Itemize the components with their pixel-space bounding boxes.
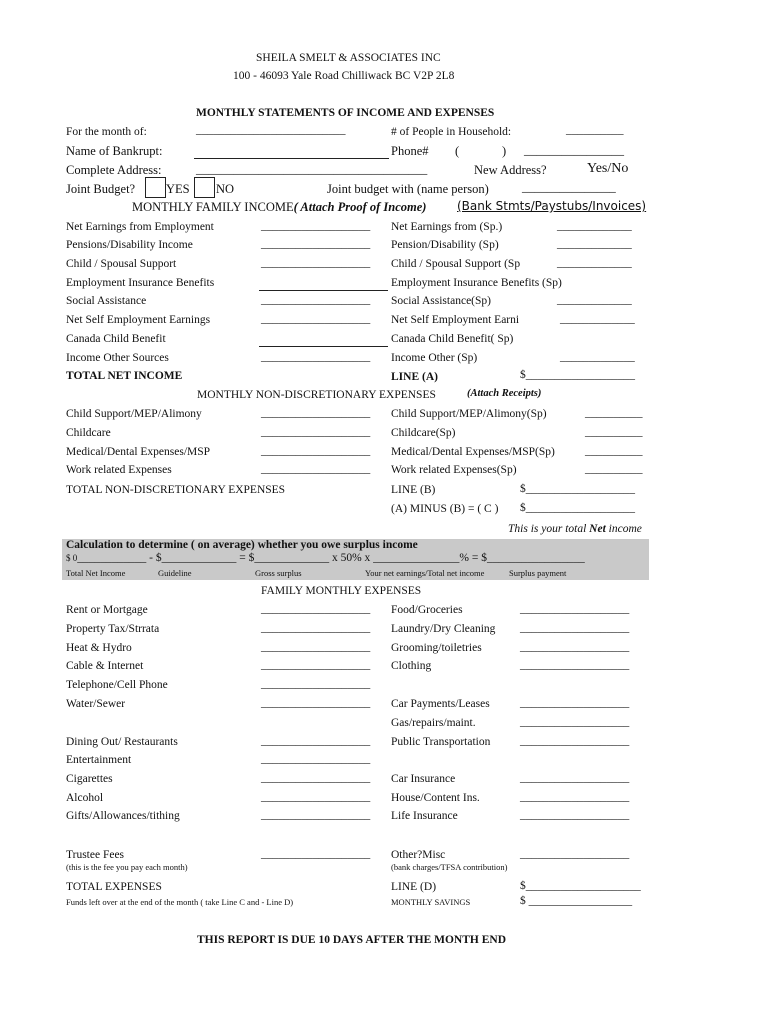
expense-left-field[interactable]: ___________________ xyxy=(261,697,371,709)
income-right-label: Pension/Disability (Sp) xyxy=(391,239,499,251)
bankrupt-label: Name of Bankrupt: xyxy=(66,144,163,158)
surplus-formula[interactable] xyxy=(66,553,585,565)
expense-right-label: Food/Groceries xyxy=(391,604,463,616)
income-right-label: Employment Insurance Benefits (Sp) xyxy=(391,277,562,289)
income-left-field[interactable]: ___________________ xyxy=(261,294,371,306)
nondisc-right-label: Child Support/MEP/Alimony(Sp) xyxy=(391,408,547,420)
income-left-label: Social Assistance xyxy=(66,295,147,307)
nondisc-left-label: Childcare xyxy=(66,427,111,439)
expense-left-field[interactable]: ___________________ xyxy=(261,659,371,671)
surplus-formula-blanks: ____________ - $_____________ = $_____________ x 50% x _______________% = $_________________ xyxy=(77,552,585,564)
expense-right-label: Life Insurance xyxy=(391,810,458,822)
joint-yes-checkbox[interactable] xyxy=(145,177,166,198)
income-left-field[interactable]: ___________________ xyxy=(261,257,371,269)
net-note-pre: This is your total xyxy=(508,523,587,535)
income-right-label: Income Other (Sp) xyxy=(391,352,478,364)
line-d-field[interactable]: $____________________ xyxy=(520,880,641,892)
surplus-label-guideline: Guideline xyxy=(158,568,192,578)
trustee-fees-field[interactable]: ___________________ xyxy=(261,848,371,860)
income-left-field[interactable]: ___________________ xyxy=(261,313,371,325)
expense-left-label: Dining Out/ Restaurants xyxy=(66,736,178,748)
month-label: For the month of: xyxy=(66,126,147,138)
expense-right-label: Car Payments/Leases xyxy=(391,698,490,710)
expense-left-field[interactable]: ___________________ xyxy=(261,603,371,615)
monthly-savings-field[interactable]: $ __________________ xyxy=(520,895,633,907)
income-heading-text: MONTHLY FAMILY INCOME xyxy=(132,200,294,214)
income-left-label: Child / Spousal Support xyxy=(66,258,177,270)
new-address-label: New Address? xyxy=(474,163,547,177)
expense-right-field[interactable]: ___________________ xyxy=(520,716,630,728)
yes-no-label: Yes/No xyxy=(587,161,629,176)
income-right-field[interactable]: _____________ xyxy=(557,294,632,306)
income-right-field[interactable]: _____________ xyxy=(560,351,635,363)
expenses-heading: FAMILY MONTHLY EXPENSES xyxy=(261,585,422,597)
expense-left-label: Property Tax/Strrata xyxy=(66,623,160,635)
income-heading-note: ( Attach Proof of Income) xyxy=(293,200,427,214)
address-field[interactable]: _____________________________________ xyxy=(196,162,428,176)
income-left-label: Canada Child Benefit xyxy=(66,333,166,345)
surplus-label-ratio: Your net earnings/Total net income xyxy=(365,568,485,578)
nondisc-left-field[interactable]: ___________________ xyxy=(261,426,371,438)
phone-paren-close: ) xyxy=(502,144,507,158)
expense-left-label: Alcohol xyxy=(66,792,104,804)
expense-right-field[interactable]: ___________________ xyxy=(520,603,630,615)
surplus-label-payment: Surplus payment xyxy=(509,568,567,578)
people-label: # of People in Household: xyxy=(391,126,512,138)
nondisc-right-field[interactable]: __________ xyxy=(585,426,643,438)
page-title: MONTHLY STATEMENTS OF INCOME AND EXPENSES xyxy=(196,107,495,119)
line-b-field[interactable]: $___________________ xyxy=(520,483,635,495)
joint-no-checkbox[interactable] xyxy=(194,177,215,198)
expense-right-label: House/Content Ins. xyxy=(391,792,480,804)
income-right-field[interactable]: _____________ xyxy=(557,220,632,232)
expense-left-label: Entertainment xyxy=(66,754,132,766)
income-right-field[interactable]: _____________ xyxy=(557,238,632,250)
income-right-field[interactable]: _____________ xyxy=(557,257,632,269)
company-name: SHEILA SMELT & ASSOCIATES INC xyxy=(256,52,441,64)
nondisc-left-label: Child Support/MEP/Alimony xyxy=(66,408,202,420)
income-left-label: Pensions/Disability Income xyxy=(66,239,193,251)
bankrupt-field[interactable] xyxy=(194,158,389,159)
other-misc-field[interactable]: ___________________ xyxy=(520,848,630,860)
income-left-label: Employment Insurance Benefits xyxy=(66,277,215,289)
expense-left-field[interactable]: ___________________ xyxy=(261,678,371,690)
surplus-total-net: $ 0 xyxy=(66,553,78,563)
expense-right-field[interactable]: ___________________ xyxy=(520,809,630,821)
income-right-label: Net Earnings from (Sp.) xyxy=(391,221,503,233)
phone-field[interactable]: ________________ xyxy=(524,143,624,157)
net-note-post: income xyxy=(608,523,642,535)
line-a-field[interactable]: $___________________ xyxy=(520,369,635,381)
expense-left-field[interactable]: ___________________ xyxy=(261,809,371,821)
line-a-label: LINE (A) xyxy=(391,371,438,383)
income-right-field[interactable]: _____________ xyxy=(560,313,635,325)
income-left-field[interactable] xyxy=(259,346,388,347)
other-misc-label: Other?Misc xyxy=(391,849,446,861)
expense-right-label: Car Insurance xyxy=(391,773,456,785)
expense-left-field[interactable]: ___________________ xyxy=(261,772,371,784)
expense-right-field[interactable]: ___________________ xyxy=(520,772,630,784)
income-right-label: Net Self Employment Earni xyxy=(391,314,520,326)
people-field[interactable]: __________ xyxy=(566,124,624,136)
expense-left-label: Cable & Internet xyxy=(66,660,144,672)
expense-left-label: Rent or Mortgage xyxy=(66,604,148,616)
income-right-label: Child / Spousal Support (Sp xyxy=(391,258,521,270)
income-heading xyxy=(132,201,426,214)
line-d-label: LINE (D) xyxy=(391,881,437,893)
nondisc-right-field[interactable]: __________ xyxy=(585,445,643,457)
expense-right-field[interactable]: ___________________ xyxy=(520,697,630,709)
income-proof-note: (Bank Stmts/Paystubs/Invoices) xyxy=(457,199,647,213)
expense-right-field[interactable]: ___________________ xyxy=(520,735,630,747)
nondisc-right-label: Work related Expenses(Sp) xyxy=(391,464,517,476)
expense-left-field[interactable]: ___________________ xyxy=(261,791,371,803)
company-address: 100 - 46093 Yale Road Chilliwack BC V2P 2L8 xyxy=(233,70,455,82)
nondisc-right-label: Childcare(Sp) xyxy=(391,427,456,439)
surplus-heading: Calculation to determine ( on average) whether you owe surplus income xyxy=(66,539,418,551)
nondisc-right-label: Medical/Dental Expenses/MSP(Sp) xyxy=(391,446,555,458)
other-misc-note: (bank charges/TFSA contribution) xyxy=(391,862,508,872)
nondisc-left-field[interactable]: ___________________ xyxy=(261,407,371,419)
nondisc-left-field[interactable]: ___________________ xyxy=(261,463,371,475)
trustee-fees-label: Trustee Fees xyxy=(66,849,125,861)
expense-left-label: Heat & Hydro xyxy=(66,642,132,654)
income-left-label: Net Earnings from Employment xyxy=(66,221,214,233)
joint-label: Joint Budget? xyxy=(66,182,136,196)
expense-left-field[interactable]: ___________________ xyxy=(261,753,371,765)
total-nondisc-label: TOTAL NON-DISCRETIONARY EXPENSES xyxy=(66,484,286,496)
expense-right-label: Gas/repairs/maint. xyxy=(391,717,476,729)
expense-right-label: Grooming/toiletries xyxy=(391,642,482,654)
net-note-bold: Net xyxy=(589,523,606,535)
phone-paren-open: ( xyxy=(455,144,460,158)
nondisc-note: (Attach Receipts) xyxy=(467,388,542,399)
income-left-field[interactable]: ___________________ xyxy=(261,220,371,232)
expense-left-label: Gifts/Allowances/tithing xyxy=(66,810,180,822)
expense-left-field[interactable]: ___________________ xyxy=(261,622,371,634)
expense-right-field[interactable]: ___________________ xyxy=(520,641,630,653)
nondisc-heading: MONTHLY NON-DISCRETIONARY EXPENSES xyxy=(197,389,436,401)
funds-left-note: Funds left over at the end of the month ( take Line C and - Line D) xyxy=(66,897,294,907)
nondisc-left-field[interactable]: ___________________ xyxy=(261,445,371,457)
expense-left-label: Telephone/Cell Phone xyxy=(66,679,168,691)
a-minus-b-field[interactable]: $___________________ xyxy=(520,502,635,514)
income-left-field[interactable]: ___________________ xyxy=(261,238,371,250)
expense-left-field[interactable]: ___________________ xyxy=(261,735,371,747)
total-expenses-label: TOTAL EXPENSES xyxy=(66,881,162,893)
month-field[interactable]: __________________________ xyxy=(196,124,346,136)
joint-with-field[interactable]: _______________ xyxy=(522,180,616,194)
nondisc-left-label: Work related Expenses xyxy=(66,464,172,476)
joint-yes-label: YES xyxy=(166,182,190,196)
expense-left-label: Water/Sewer xyxy=(66,698,126,710)
line-b-label: LINE (B) xyxy=(391,484,436,496)
trustee-fees-note: (this is the fee you pay each month) xyxy=(66,862,188,872)
address-label: Complete Address: xyxy=(66,163,162,177)
surplus-label-total-net: Total Net Income xyxy=(66,568,126,578)
income-right-label: Social Assistance(Sp) xyxy=(391,295,491,307)
phone-label: Phone# xyxy=(391,144,429,158)
income-left-field[interactable]: ___________________ xyxy=(261,351,371,363)
income-left-field[interactable] xyxy=(259,290,388,291)
expense-right-label: Public Transportation xyxy=(391,736,491,748)
nondisc-right-field[interactable]: __________ xyxy=(585,407,643,419)
monthly-savings-label: MONTHLY SAVINGS xyxy=(391,897,471,907)
expense-right-label: Clothing xyxy=(391,660,432,672)
expense-right-field[interactable]: ___________________ xyxy=(520,659,630,671)
expense-right-label: Laundry/Dry Cleaning xyxy=(391,623,496,635)
expense-right-field[interactable]: ___________________ xyxy=(520,791,630,803)
expense-left-field[interactable]: ___________________ xyxy=(261,641,371,653)
expense-left-label: Cigarettes xyxy=(66,773,113,785)
footer-due-note: THIS REPORT IS DUE 10 DAYS AFTER THE MONTH END xyxy=(197,934,506,946)
surplus-label-gross: Gross surplus xyxy=(255,568,302,578)
income-right-label: Canada Child Benefit( Sp) xyxy=(391,333,514,345)
joint-with-label: Joint budget with (name person) xyxy=(327,182,489,196)
total-net-income-label: TOTAL NET INCOME xyxy=(66,370,183,382)
net-income-note xyxy=(508,524,642,536)
joint-no-label: NO xyxy=(216,182,235,196)
income-left-label: Income Other Sources xyxy=(66,352,169,364)
nondisc-left-label: Medical/Dental Expenses/MSP xyxy=(66,446,211,458)
income-left-label: Net Self Employment Earnings xyxy=(66,314,211,326)
expense-right-field[interactable]: ___________________ xyxy=(520,622,630,634)
a-minus-b-label: (A) MINUS (B) = ( C ) xyxy=(391,503,499,515)
nondisc-right-field[interactable]: __________ xyxy=(585,463,643,475)
